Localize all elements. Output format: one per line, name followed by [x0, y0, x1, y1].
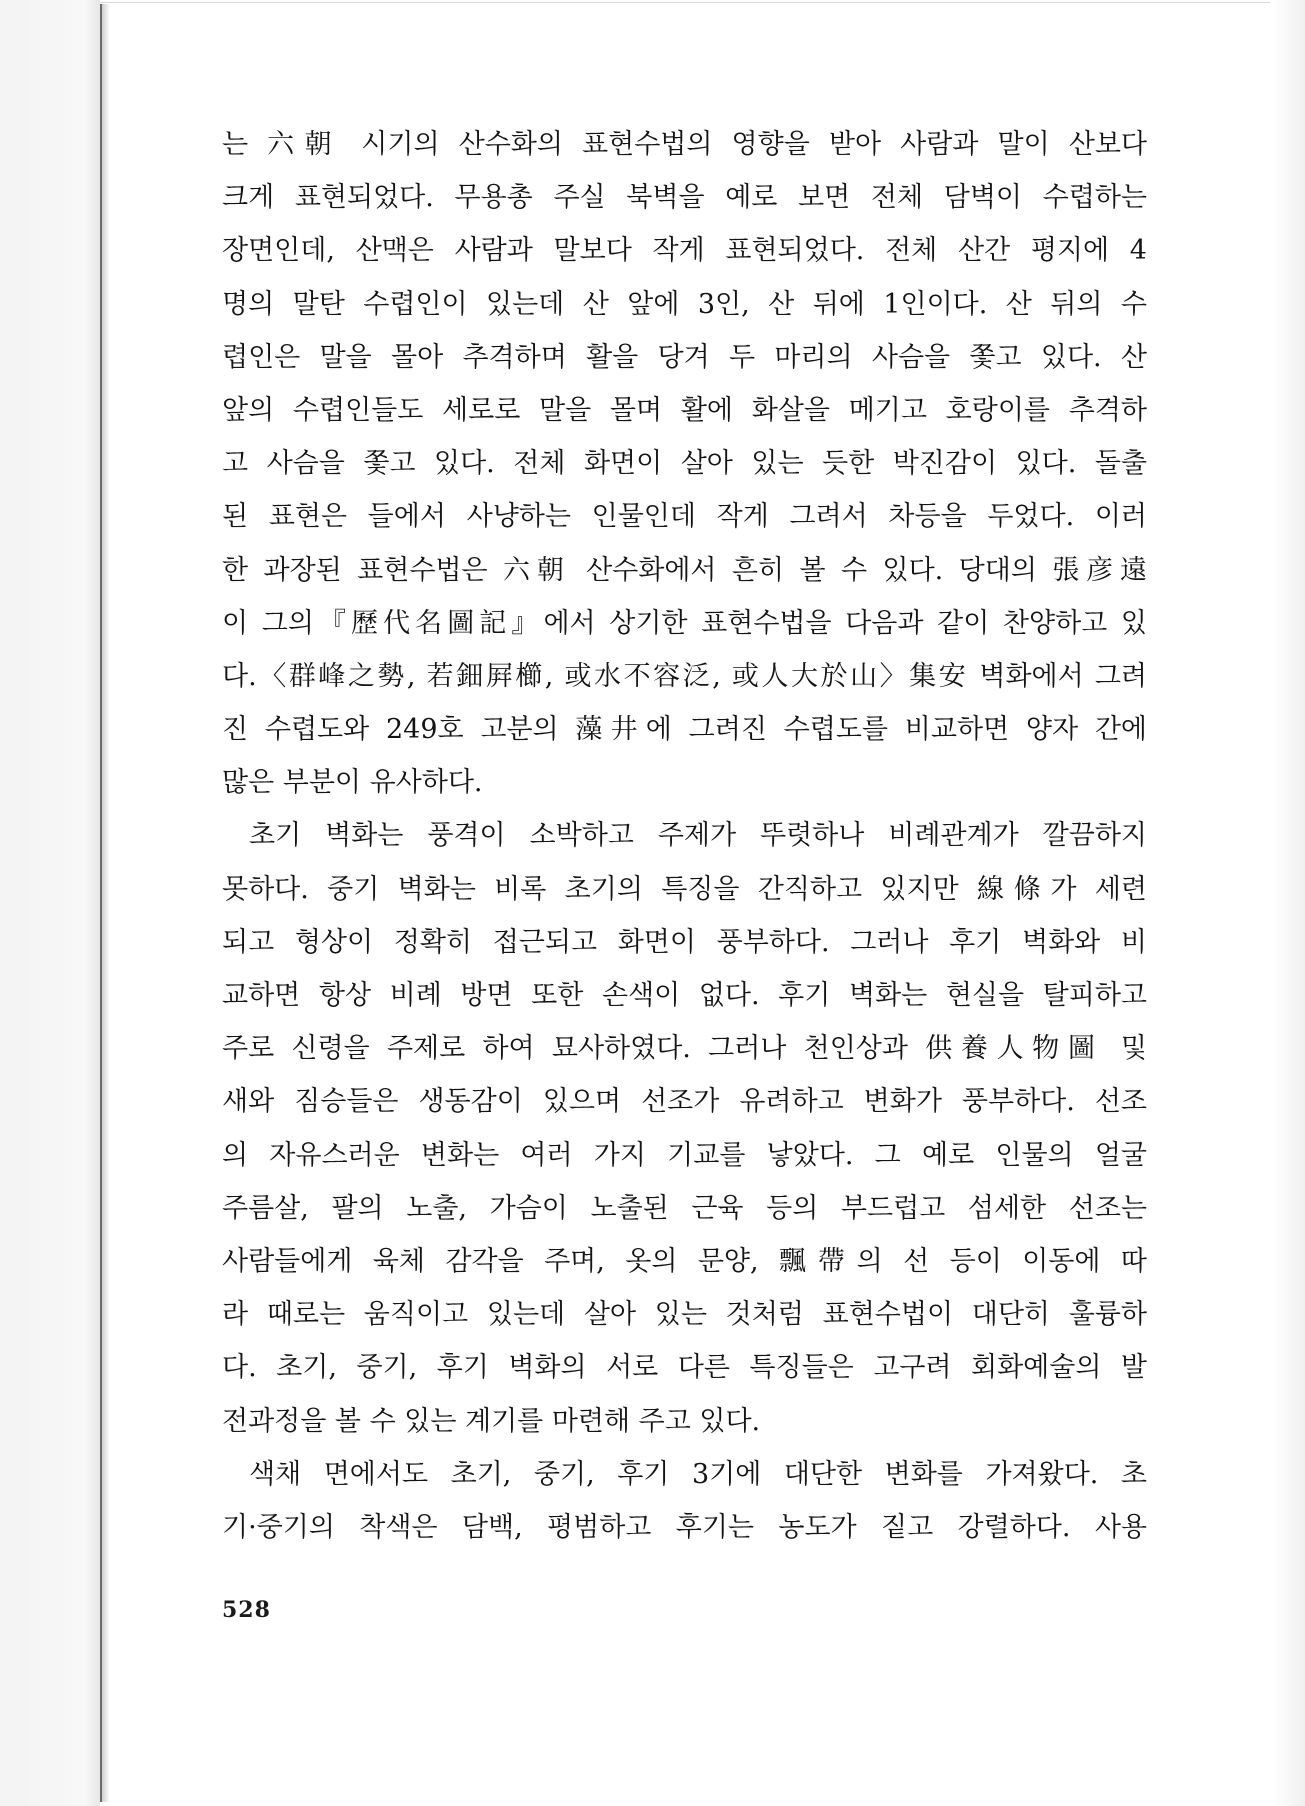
page-number: 528 [222, 1597, 271, 1623]
text-line: 새와 짐승들은 생동감이 있으며 선조가 유려하고 변화가 풍부하다. 선조 [222, 1086, 1147, 1118]
text-line: 명의 말탄 수렵인이 있는데 산 앞에 3인, 산 뒤에 1인이다. 산 뒤의 수 [222, 288, 1147, 320]
text-line: 라 때로는 움직이고 있는데 살아 있는 것처럼 표현수법이 대단히 훌륭하 [222, 1299, 1147, 1331]
text-line: 사람들에게 육체 감각을 주며, 옷의 문양, 飄帶의 선 등이 이동에 따 [222, 1245, 1147, 1277]
text-line: 교하면 항상 비례 방면 또한 손색이 없다. 후기 벽화는 현실을 탈피하고 [222, 980, 1147, 1011]
right-page-margin [1271, 0, 1305, 1806]
text-line: 주름살, 팔의 노출, 가슴이 노출된 근육 등의 부드럽고 섬세한 선조는 [222, 1192, 1147, 1224]
left-page-gutter [0, 0, 100, 1806]
text-line: 기·중기의 착색은 담백, 평범하고 후기는 농도가 짙고 강렬하다. 사용 [222, 1511, 1147, 1543]
text-line: 되고 형상이 정확히 접근되고 화면이 풍부하다. 그러나 후기 벽화와 비 [222, 926, 1147, 958]
body-text [222, 118, 1147, 1554]
page-top-edge [100, 2, 1270, 3]
text-line: 다.〈群峰之勢, 若鈿屛櫛, 或水不容泛, 或人大於山〉集安 벽화에서 그려 [222, 660, 1147, 692]
text-line: 된 표현은 들에서 사냥하는 인물인데 작게 그려서 차등을 두었다. 이러 [222, 501, 1147, 533]
text-line: 초기 벽화는 풍격이 소박하고 주제가 뚜렷하나 비례관계가 깔끔하지 [249, 820, 1147, 852]
text-line: 많은 부분이 유사하다. [222, 767, 483, 799]
text-line: 렵인은 말을 몰아 추격하며 활을 당겨 두 마리의 사슴을 쫓고 있다. 산 [222, 341, 1147, 373]
text-line: 크게 표현되었다. 무용총 주실 북벽을 예로 보면 전체 담벽이 수렵하는 [222, 182, 1147, 214]
text-line: 장면인데, 산맥은 사람과 말보다 작게 표현되었다. 전체 산간 평지에 4 [222, 235, 1147, 267]
text-line: 진 수렵도와 249호 고분의 藻井에 그려진 수렵도를 비교하면 양자 간에 [222, 714, 1147, 746]
text-line: 이 그의『歷代名圖記』에서 상기한 표현수법을 다음과 같이 찬양하고 있 [222, 607, 1147, 639]
text-line: 고 사슴을 쫓고 있다. 전체 화면이 살아 있는 듯한 박진감이 있다. 돌출 [222, 448, 1147, 480]
text-line: 앞의 수렵인들도 세로로 말을 몰며 활에 화살을 메기고 호랑이를 추격하 [222, 394, 1147, 426]
text-line: 색채 면에서도 초기, 중기, 후기 3기에 대단한 변화를 가져왔다. 초 [249, 1458, 1147, 1490]
page-binding-shadow [102, 4, 110, 1802]
text-line: 주로 신령을 주제로 하여 묘사하였다. 그러나 천인상과 供養人物圖 및 [222, 1033, 1147, 1065]
text-line: 전과정을 볼 수 있는 계기를 마련해 주고 있다. [222, 1405, 761, 1437]
text-line: 는 六朝 시기의 산수화의 표현수법의 영향을 받아 사람과 말이 산보다 [222, 129, 1147, 160]
text-line: 못하다. 중기 벽화는 비록 초기의 특징을 간직하고 있지만 線條가 세련 [222, 873, 1147, 905]
text-line: 다. 초기, 중기, 후기 벽화의 서로 다른 특징들은 고구려 회화예술의 발 [222, 1352, 1147, 1384]
text-line: 의 자유스러운 변화는 여러 가지 기교를 낳았다. 그 예로 인물의 얼굴 [222, 1139, 1147, 1171]
text-line: 한 과장된 표현수법은 六朝 산수화에서 흔히 볼 수 있다. 당대의 張彦遠 [222, 554, 1147, 586]
